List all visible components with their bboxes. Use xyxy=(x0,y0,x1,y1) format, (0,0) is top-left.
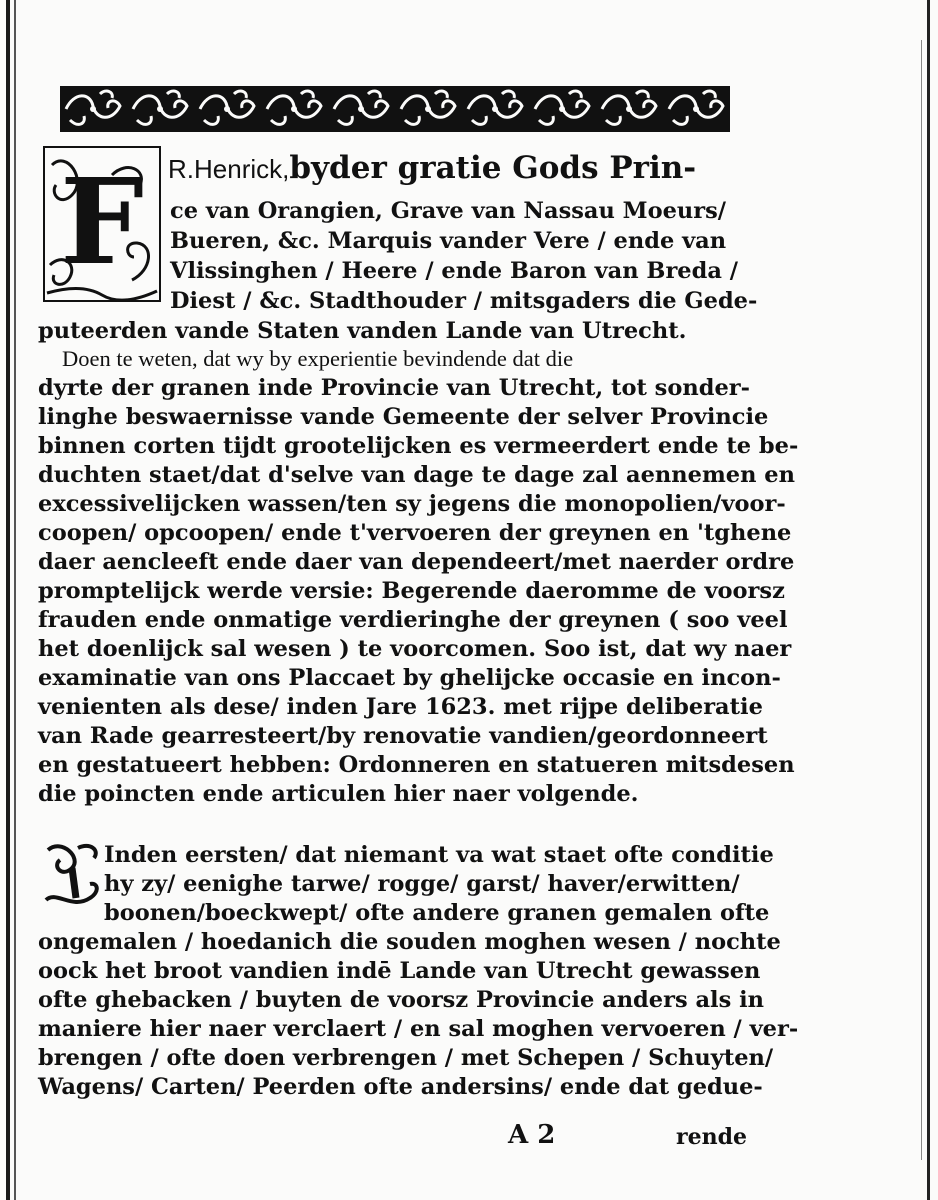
title-line xyxy=(168,150,696,186)
ornament-dot xyxy=(626,106,632,112)
ornament-dot xyxy=(358,106,364,112)
body-line: die poincten ende articulen hier naer volgende. xyxy=(38,781,639,807)
body-line: examinatie van ons Placcaet by ghelijcke occasie en incon- xyxy=(38,665,781,691)
title-roman-text: R.Henrick, xyxy=(168,154,290,184)
body-line: Doen te weten, dat wy by experientie bevindende dat die xyxy=(62,346,574,371)
article-line: oock het broot vandien indē Lande van Utrecht gewassen xyxy=(38,958,761,984)
intro-line: puteerden vande Staten vanden Lande van Utrecht. xyxy=(38,318,687,344)
intro-line: Diest / &c. Stadthouder / mitsgaders die Gede- xyxy=(170,288,758,314)
ornament-dot xyxy=(492,106,498,112)
book-spine-shadow xyxy=(6,0,10,1200)
intro-line: Vlissinghen / Heere / ende Baron van Breda / xyxy=(170,258,738,284)
ornament-dot xyxy=(90,106,96,112)
body-line: excessivelijcken wassen/ten sy jegens die monopolien/voor- xyxy=(38,491,786,517)
article-line: Wagens/ Carten/ Peerden ofte andersins/ ende dat gedue- xyxy=(38,1074,763,1100)
body-line: het doenlijck sal wesen ) te voorcomen. Soo ist, dat wy naer xyxy=(38,636,792,662)
body-line: coopen/ opcoopen/ ende t'vervoeren der greynen en 'tghene xyxy=(38,520,792,546)
page-edge-shadow xyxy=(927,0,930,1200)
body-line: dyrte der granen inde Provincie van Utrecht, tot sonder- xyxy=(38,375,750,401)
body-line: van Rade gearresteert/by renovatie vandien/geordonneert xyxy=(38,723,768,749)
ornament-dot xyxy=(425,106,431,112)
page-edge-line xyxy=(921,40,922,1160)
book-spine-line xyxy=(14,0,16,1200)
body-line: binnen corten tijdt grootelijcken es vermeerdert ende te be- xyxy=(38,433,799,459)
ornamental-headband xyxy=(60,80,730,138)
article-line: hy zy/ eenighe tarwe/ rogge/ garst/ haver/erwitten/ xyxy=(104,871,740,897)
body-line: en gestatueert hebben: Ordonneren en statueren mitsdesen xyxy=(38,752,795,778)
ornament-dot xyxy=(291,106,297,112)
article-line: maniere hier naer verclaert / en sal moghen vervoeren / ver- xyxy=(38,1016,799,1042)
decorated-initial-i xyxy=(42,838,104,914)
body-line: venienten als dese/ inden Jare 1623. met rijpe deliberatie xyxy=(38,694,763,720)
body-line: daer aencleeft ende daer van dependeert/met naerder ordre xyxy=(38,549,795,575)
decorated-initial-f xyxy=(42,145,162,303)
signature-mark: A 2 xyxy=(508,1120,556,1150)
article-line: ongemalen / hoedanich die souden moghen wesen / nochte xyxy=(38,929,781,955)
body-line: duchten staet/dat d'selve van dage te dage zal aennemen en xyxy=(38,462,795,488)
article-line: boonen/boeckwept/ ofte andere granen gemalen ofte xyxy=(104,900,770,926)
title-blackletter-text: byder gratie Gods Prin- xyxy=(289,150,697,186)
ornament-dot xyxy=(559,106,565,112)
article-line: Inden eersten/ dat niemant va wat staet ofte conditie xyxy=(104,842,774,868)
article-line: brengen / ofte doen verbrengen / met Schepen / Schuyten/ xyxy=(38,1045,774,1071)
body-line: promptelijck werde versie: Begerende daeromme de voorsz xyxy=(38,578,785,604)
ornament-dot xyxy=(224,106,230,112)
ornament-dot xyxy=(157,106,163,112)
initial-letter: F xyxy=(60,152,144,291)
catchword: rende xyxy=(676,1124,747,1150)
body-line: frauden ende onmatige verdieringhe der greynen ( soo veel xyxy=(38,607,788,633)
intro-line: ce van Orangien, Grave van Nassau Moeurs/ xyxy=(170,198,726,224)
intro-line: Bueren, &c. Marquis vander Vere / ende van xyxy=(170,228,727,254)
article-line: ofte ghebacken / buyten de voorsz Provincie anders als in xyxy=(38,987,764,1013)
body-line: linghe beswaernisse vande Gemeente der selver Provincie xyxy=(38,404,769,430)
ornament-dot xyxy=(693,106,699,112)
